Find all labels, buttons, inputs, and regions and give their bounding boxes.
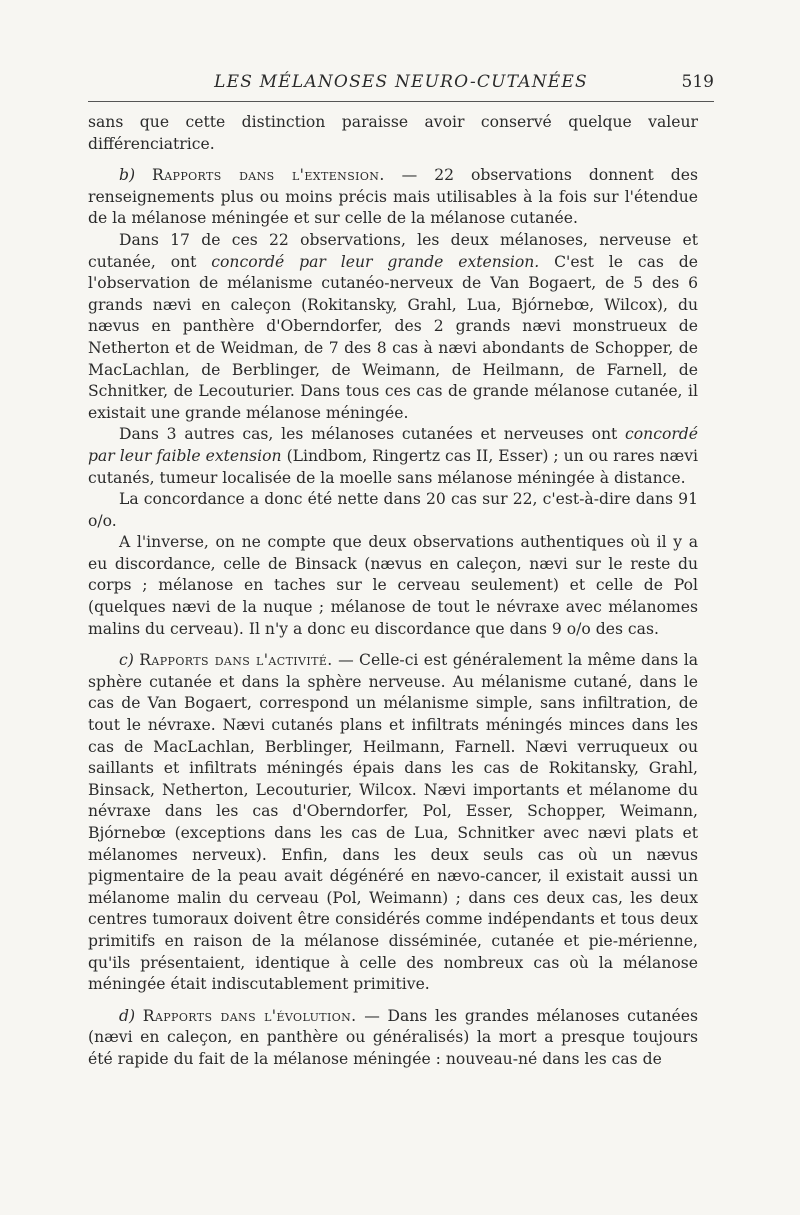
paragraph-concordance: La concordance a donc été nette dans 20 cas sur 22, c'est-à-dire dans 91 o/o. — [88, 490, 698, 530]
emphasis-run: concordé par leur faible extension — [88, 425, 698, 465]
section-b-heading: Rapports dans l'extension. — [152, 166, 385, 185]
section-d-text: — Dans les grandes mélanoses cutanées (nævi en caleçon, en panthère ou généralisés) la mort a presque toujours été rapide du fait de la mélanose méningée : nouveau-né dans les cas de — [88, 1006, 698, 1068]
section-d-paragraph — [88, 1006, 698, 1071]
text-run: Dans 17 de ces 22 observations, les deux mélanoses, nerveuse et cutanée, ont — [88, 230, 698, 271]
page-number: 519 — [681, 72, 714, 92]
section-c-label: c) — [119, 651, 134, 670]
section-b-paragraph — [88, 165, 698, 230]
body-text — [88, 112, 698, 1071]
running-title: LES MÉLANOSES NEURO-CUTANÉES — [214, 72, 588, 92]
paragraph-discordance: A l'inverse, on ne compte que deux observations authentiques où il y a eu discordance, celle de Binsack (nævus en caleçon, nævi sur le reste du corps ; mélanose en taches sur le cerveau seulement) et celle de Pol (quelques nævi de la nuque ; mélanose de tout le névraxe avec mélanomes malins du cerveau). Il n'y a donc eu discordance que dans 9 o/o des cas. — [88, 533, 698, 638]
section-b-text: — 22 observations donnent des renseignements plus ou moins précis mais utilisables à la fois sur l'étendue de la mélanose méningée et sur celle de la mélanose cutanée. — [88, 166, 698, 228]
paragraph-continuation: sans que cette distinction paraisse avoir conservé quelque valeur différenciatrice. — [88, 113, 698, 153]
section-c-paragraph — [88, 650, 698, 996]
page-header — [88, 72, 714, 96]
text-run: (Lindbom, Ringertz cas II, Esser) ; un ou rares nævi cutanés, tumeur localisée de la moelle sans mélanose méningée à distance. — [88, 446, 698, 487]
text-run: Dans 3 autres cas, les mélanoses cutanées et nerveuses ont — [119, 425, 626, 444]
emphasis-run: concordé par leur grande extension. — [211, 252, 540, 271]
section-c-text: — Celle-ci est généralement la même dans la sphère cutanée et dans la sphère nerveuse. Au mélanisme cutané, dans le cas de Van Bogaert, correspond un mélanisme simple, sans infiltration, de tout le névraxe. Nævi cutanés plans et infiltrats méningés minces dans les cas de MacLachlan, Berblinger, Heilmann, Farnell. Nævi verruqueux ou saillants et infiltrats méningés épais dans les cas de Rokitansky, Grahl, Binsack, Netherton, Lecouturier, Wilcox. Nævi importants et mélanome du névraxe dans les cas d'Oberndorfer, Pol, Esser, Schopper, Weimann, Bjórnebœ (exceptions dans les cas de Lua, Schnitker avec nævi plats et mélanomes nerveux). Enfin, dans les deux seuls cas où un nævus pigmentaire de la peau avait dégénéré en nævo-cancer, il existait aussi un mélanome malin du cerveau (Pol, Weimann) ; dans ces deux cas, les deux centres tumoraux doivent être considérés comme indépendants et tous deux primitifs en raison de la mélanose disséminée, cutanée et pie-mérienne, qu'ils présentaient, identique à celle des nombreux cas où la mélanose méningée était indiscutablement primitive. — [88, 651, 698, 994]
text-run: C'est le cas de l'observation de mélanisme cutanéo-nerveux de Van Bogaert, de 5 des 6 grands nævi en caleçon (Rokitansky, Grahl, Lua, Bjórnebœ, Wilcox), du nævus en panthère d'Oberndorfer, des 2 grands nævi monstrueux de Netherton et de Weidman, de 7 des 8 cas à nævi abondants de Schopper, de MacLachlan, de Berblinger, de Weimann, de Heilmann, de Farnell, de Schnitker, de Lecouturier. Dans tous ces cas de grande mélanose cutanée, il existait une grande mélanose méningée. — [88, 252, 698, 422]
paragraph-extension-large — [88, 230, 698, 424]
section-d-heading: Rapports dans l'évolution. — [142, 1006, 357, 1025]
section-c-heading: Rapports dans l'activité. — [139, 651, 333, 670]
section-b-label: b) — [119, 166, 136, 185]
header-rule — [88, 101, 714, 102]
paragraph-extension-small — [88, 424, 698, 489]
section-d-label: d) — [119, 1006, 136, 1025]
